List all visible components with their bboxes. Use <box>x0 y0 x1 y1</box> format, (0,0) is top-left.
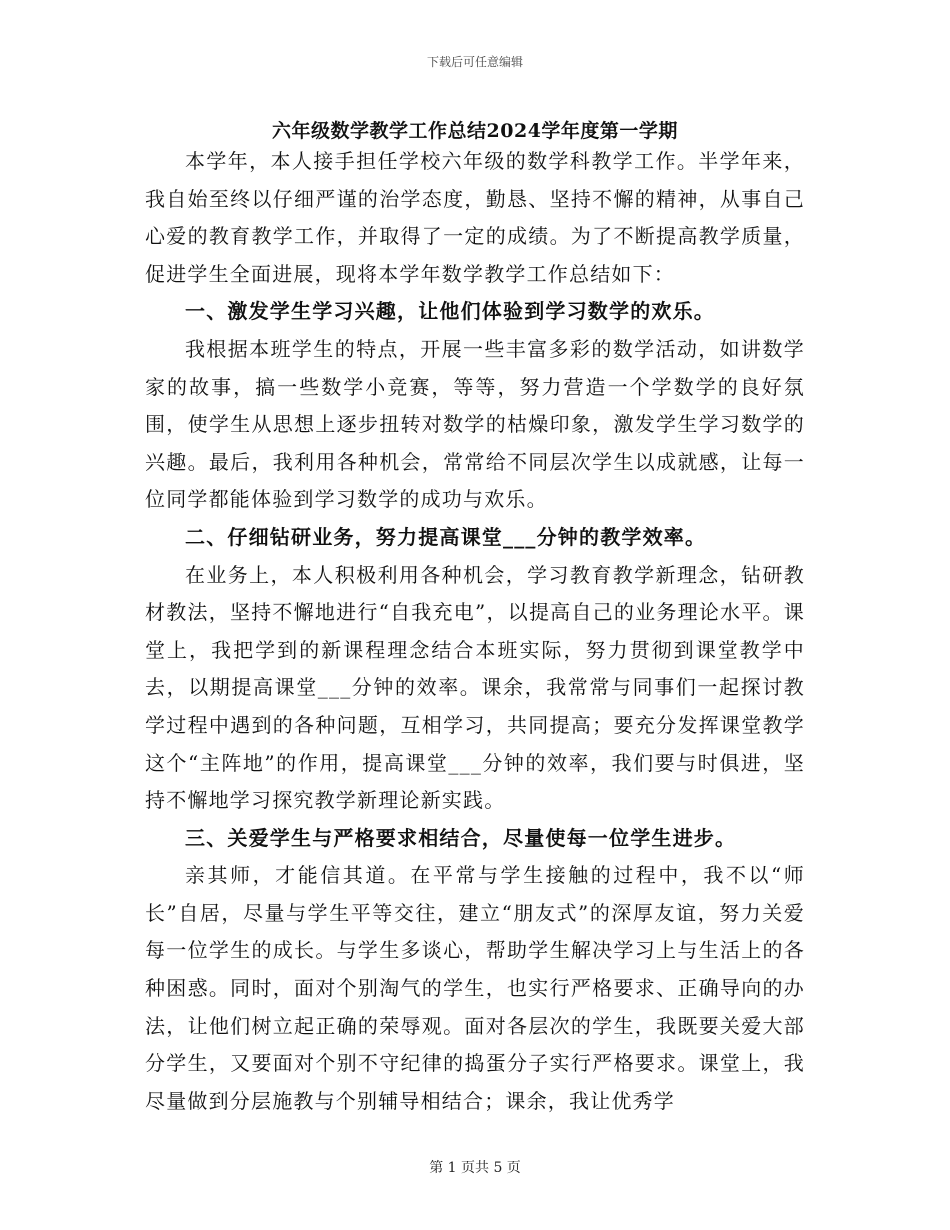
page-footer: 第 1 页共 5 页 <box>429 1160 521 1176</box>
section-paragraph-2: 在业务上，本人积极利用各种机会，学习教育教学新理念，钻研教材教法，坚持不懈地进行“自我充电”，以提高自己的业务理论水平。课堂上，我把学到的新课程理念结合本班实际，努力贯彻到课堂教学中去，以期提高课堂___分钟的效率。课余，我常常与同事们一起探讨教学过程中遇到的各种问题，互相学习，共同提高；要充分发挥课堂教学这个“主阵地”的作用，提高课堂___分钟的效率，我们要与时俱进，坚持不懈地学习探究教学新理论新实践。 <box>145 562 805 813</box>
section-paragraph-1: 我根据本班学生的特点，开展一些丰富多彩的数学活动，如讲数学家的故事，搞一些数学小竞赛，等等，努力营造一个学数学的良好氛围，使学生从思想上逐步扭转对数学的枯燥印象，激发学生学习数学的兴趣。最后，我利用各种机会，常常给不同层次学生以成就感，让每一位同学都能体验到学习数学的成功与欢乐。 <box>145 336 805 512</box>
intro-paragraph: 本学年，本人接手担任学校六年级的数学科教学工作。半学年来，我自始至终以仔细严谨的治学态度，勤恳、坚持不懈的精神，从事自己心爱的教育教学工作，并取得了一定的成绩。为了不断提高教学质量，促进学生全面进展，现将本学年数学教学工作总结如下： <box>145 149 805 286</box>
section-paragraph-3: 亲其师，才能信其道。在平常与学生接触的过程中，我不以“师长”自居，尽量与学生平等交往，建立“朋友式”的深厚友谊，努力关爱每一位学生的成长。与学生多谈心，帮助学生解决学习上与生活上的各种困惑。同时，面对个别淘气的学生，也实行严格要求、正确导向的办法，让他们树立起正确的荣辱观。面对各层次的学生，我既要关爱大部分学生，又要面对个别不守纪律的捣蛋分子实行严格要求。课堂上，我尽量做到分层施教与个别辅导相结合；课余，我让优秀学 <box>145 863 805 1113</box>
section-heading-3: 三、关爱学生与严格要求相结合，尽量使每一位学生进步。 <box>185 825 737 850</box>
document-body <box>145 143 805 1120</box>
document-title: 六年级数学教学工作总结2024学年度第一学期 <box>272 120 678 142</box>
page-header: 下载后可任意编辑 <box>426 55 523 69</box>
section-heading-1: 一、激发学生学习兴趣，让他们体验到学习数学的欢乐。 <box>185 299 715 324</box>
section-heading-2: 二、仔细钻研业务，努力提高课堂___分钟的教学效率。 <box>185 524 707 549</box>
